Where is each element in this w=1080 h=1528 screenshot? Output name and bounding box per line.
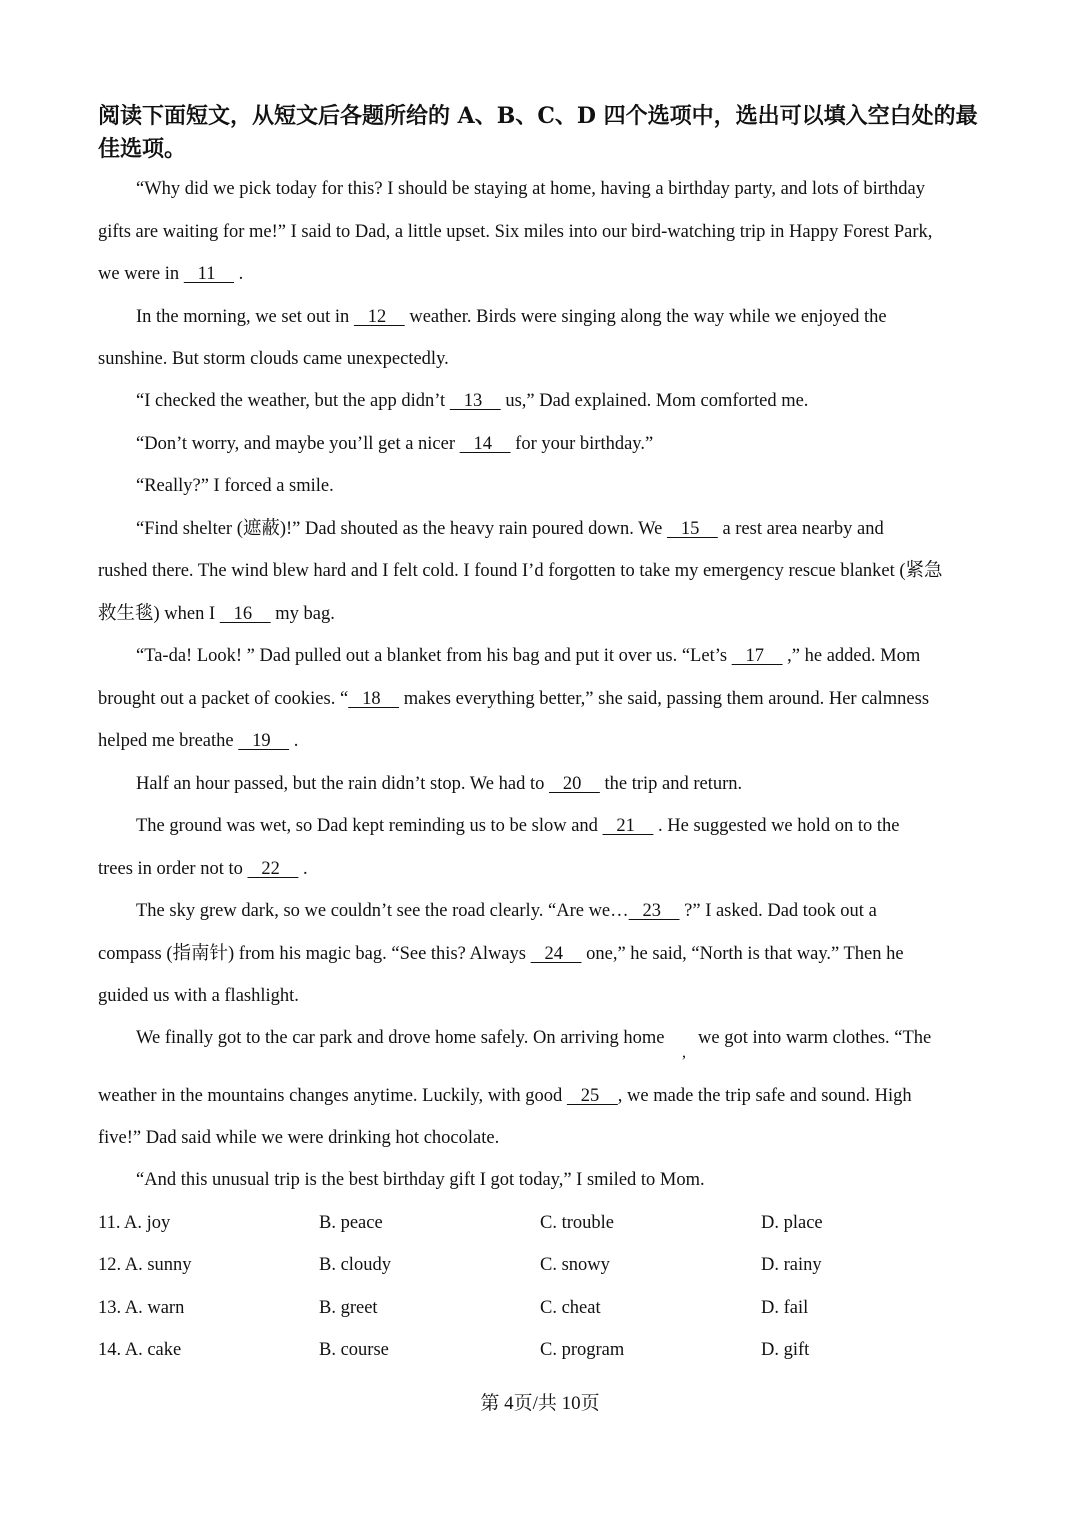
passage-line-23: five!” Dad said while we were drinking hot chocolate. [98, 1128, 500, 1148]
passage-line-12: “Ta-da! Look! ” Dad pulled out a blanket from his bag and put it over us. “Let’s 17 ,” he added. Mom [136, 646, 921, 666]
passage-line-7: “Don’t worry, and maybe you’ll get a nicer 14 for your birthday.” [136, 434, 654, 454]
option-13-d: D. fail [761, 1298, 809, 1318]
question-11-options [98, 1210, 998, 1236]
passage-line-19: compass (指南针) from his magic bag. “See this? Always 24 one,” he said, “North is that way.” Then he [98, 944, 904, 964]
question-12-options [98, 1252, 998, 1278]
passage-line-24: “And this unusual trip is the best birthday gift I got today,” I smiled to Mom. [136, 1170, 705, 1190]
passage-line-18: The sky grew dark, so we couldn’t see the road clearly. “Are we… 23 ?” I asked. Dad took out a [136, 901, 877, 921]
option-13-b: B. greet [319, 1298, 378, 1318]
blank-21: 21 [602, 816, 654, 836]
passage-line-14: helped me breathe 19 . [98, 731, 299, 751]
option-13-c: C. cheat [540, 1298, 601, 1318]
passage-line-10: rushed there. The wind blew hard and I felt cold. I found I’d forgotten to take my emergency rescue blanket (紧急 [98, 561, 943, 581]
passage-line-21a: We finally got to the car park and drove home safely. On arriving home [136, 1028, 665, 1048]
blank-22: 22 [247, 859, 299, 879]
blank-25: 25 [566, 1086, 618, 1106]
passage-line-22: weather in the mountains changes anytime. Luckily, with good 25 , we made the trip safe and sound. High [98, 1086, 912, 1106]
option-14-a: 14. A. cake [98, 1340, 182, 1360]
option-11-a: 11. A. joy [98, 1213, 171, 1233]
blank-19: 19 [238, 731, 290, 751]
blank-11: 11 [183, 264, 234, 284]
option-12-c: C. snowy [540, 1255, 610, 1275]
blank-16: 16 [219, 604, 271, 624]
option-14-d: D. gift [761, 1340, 810, 1360]
option-12-d: D. rainy [761, 1255, 822, 1275]
instruction-heading: 阅读下面短文，从短文后各题所给的 A、B、C、D 四个选项中，选出可以填入空白处的最佳选项。 [98, 103, 978, 162]
stray-comma: , [682, 1044, 686, 1061]
blank-14: 14 [459, 434, 511, 454]
passage-line-3: we were in 11 . [98, 264, 244, 284]
option-11-b: B. peace [319, 1213, 383, 1233]
blank-15: 15 [666, 519, 718, 539]
passage-line-20: guided us with a flashlight. [98, 986, 299, 1006]
passage-line-2: gifts are waiting for me!” I said to Dad, a little upset. Six miles into our bird-watching trip in Happy Forest Park, [98, 222, 933, 242]
option-11-c: C. trouble [540, 1213, 614, 1233]
passage-line-16: The ground was wet, so Dad kept reminding us to be slow and 21 . He suggested we hold on to the [136, 816, 900, 836]
question-13-options [98, 1295, 998, 1321]
blank-18: 18 [348, 689, 400, 709]
passage-line-6: “I checked the weather, but the app didn’t 13 us,” Dad explained. Mom comforted me. [136, 391, 809, 411]
passage-line-5: sunshine. But storm clouds came unexpectedly. [98, 349, 449, 369]
passage-line-4: In the morning, we set out in 12 weather. Birds were singing along the way while we enjoyed the [136, 307, 887, 327]
blank-13: 13 [449, 391, 501, 411]
option-12-b: B. cloudy [319, 1255, 391, 1275]
blank-17: 17 [731, 646, 783, 666]
passage-line-11: 救生毯) when I 16 my bag. [98, 604, 335, 624]
blank-20: 20 [548, 774, 600, 794]
blank-24: 24 [530, 944, 582, 964]
option-12-a: 12. A. sunny [98, 1255, 192, 1275]
page-number-footer: 第 4页/共 10页 [480, 1393, 600, 1414]
passage-line-13: brought out a packet of cookies. “ 18 makes everything better,” she said, passing them around. Her calmness [98, 689, 930, 709]
passage-line-21b: we got into warm clothes. “The [698, 1028, 932, 1048]
blank-12: 12 [353, 307, 405, 327]
option-11-d: D. place [761, 1213, 823, 1233]
passage-line-9: “Find shelter (遮蔽)!” Dad shouted as the heavy rain poured down. We 15 a rest area nearby and [136, 519, 884, 539]
passage-line-1: “Why did we pick today for this? I should be staying at home, having a birthday party, and lots of birthday [136, 179, 925, 199]
question-14-options [98, 1337, 998, 1363]
option-14-c: C. program [540, 1340, 625, 1360]
passage-line-17: trees in order not to 22 . [98, 859, 308, 879]
passage-line-8: “Really?” I forced a smile. [136, 476, 334, 496]
blank-23: 23 [628, 901, 680, 921]
passage-line-15: Half an hour passed, but the rain didn’t stop. We had to 20 the trip and return. [136, 774, 743, 794]
option-14-b: B. course [319, 1340, 389, 1360]
option-13-a: 13. A. warn [98, 1298, 185, 1318]
